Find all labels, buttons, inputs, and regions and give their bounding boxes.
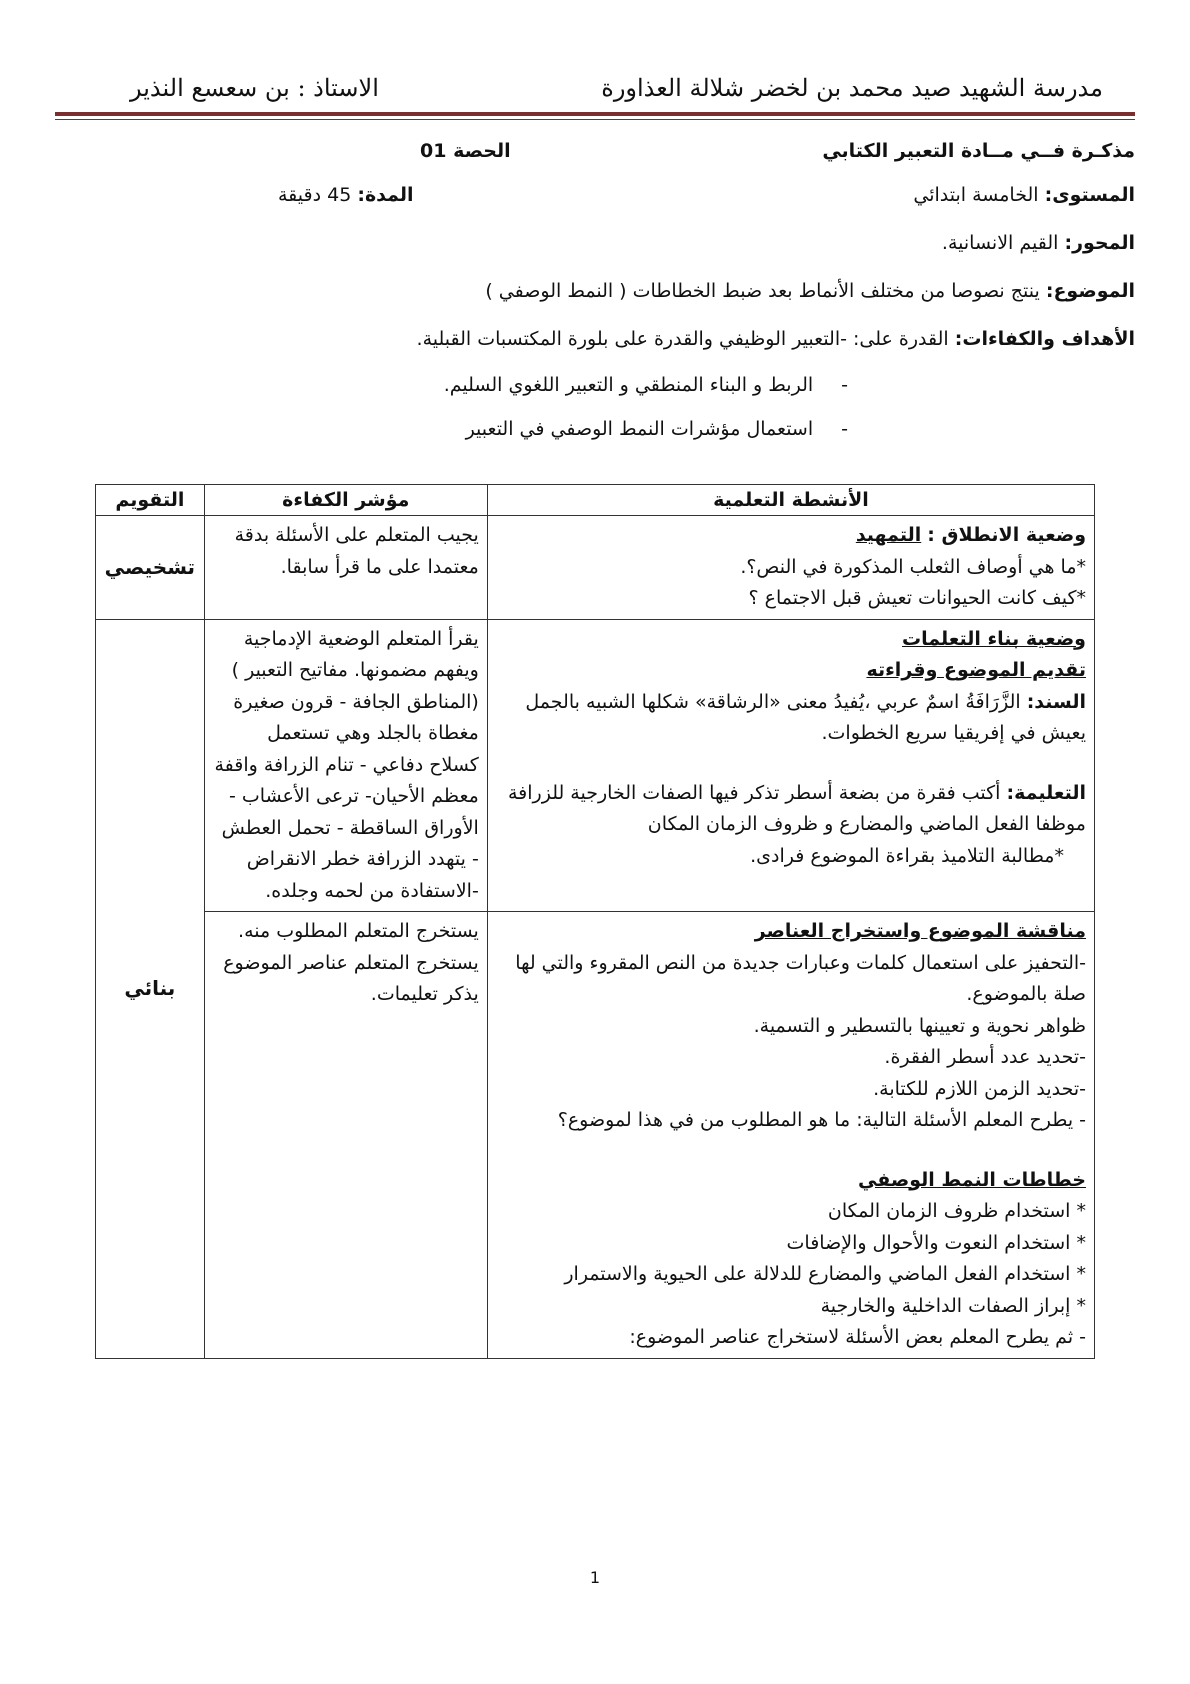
building-title: وضعية بناء التعلمات (902, 627, 1086, 650)
header-indicator: مؤشر الكفاءة (204, 485, 487, 516)
discussion-line-4: -تحديد الزمن اللازم للكتابة. (873, 1077, 1086, 1100)
level-value: الخامسة ابتدائي (913, 184, 1039, 206)
warmup-line-1: *ما هي أوصاف الثعلب المذكورة في النص؟. (740, 555, 1086, 578)
warmup-title-text: وضعية الانطلاق : (927, 524, 1086, 546)
scheme-item-2: * استخدام النعوت والأحوال والإضافات (786, 1231, 1086, 1254)
goals-label: الأهداف والكفاءات: (954, 328, 1135, 350)
discussion-line-2: ظواهر نحوية و تعيينها بالتسطير و التسمية. (753, 1014, 1086, 1037)
duration-label: المدة: (357, 184, 414, 206)
memo-title: مذكـرة فــي مــادة التعبير الكتابي (822, 140, 1135, 162)
goal-item-3 (466, 418, 848, 440)
header-rule-thin (55, 119, 1135, 120)
evaluation-constructive: بنائي (96, 619, 205, 1358)
level-line (913, 184, 1135, 206)
discussion-line-1: -التحفيز على استعمال كلمات وعبارات جديدة من النص المقروء والتي لها صلة بالموضوع. (515, 951, 1086, 1005)
axis-value: القيم الانسانية. (941, 232, 1059, 254)
header-evaluation: التقويم (96, 485, 205, 516)
school-name: مدرسة الشهيد صيد محمد بن لخضر شلالة العذاورة (601, 74, 1103, 102)
header-rule-thick (55, 112, 1135, 116)
discussion-title: مناقشة الموضوع واستخراج العناصر (754, 920, 1086, 942)
session-number: الحصة 01 (420, 140, 511, 162)
reading-line: *مطالبة التلاميذ بقراءة الموضوع فرادى. (750, 844, 1064, 867)
duration-value: 45 دقيقة (278, 184, 352, 206)
teacher-name: الاستاذ : بن سعسع النذير (130, 74, 379, 102)
duration-line (278, 184, 414, 206)
scheme-item-3: * استخدام الفعل الماضي والمضارع للدلالة على الحيوية والاستمرار (564, 1263, 1086, 1285)
warmup-line-2: *كيف كانت الحيوانات تعيش قبل الاجتماع ؟ (748, 587, 1086, 609)
table-header-row (96, 485, 1095, 516)
instruction-label: التعليمة: (1006, 781, 1086, 804)
goal-3-text: استعمال مؤشرات النمط الوصفي في التعبير (465, 418, 814, 440)
scheme-item-5: - ثم يطرح المعلم بعض الأسئلة لاستخراج عناصر الموضوع: (629, 1326, 1086, 1348)
page-number: 1 (589, 1568, 601, 1587)
table-row-discussion (96, 912, 1095, 1359)
goal-2-text: الربط و البناء المنطقي و التعبير اللغوي السليم. (443, 374, 814, 396)
sanad-paragraph (496, 687, 1086, 750)
bullet-dash: - (841, 418, 848, 440)
warmup-title (496, 520, 1086, 552)
spacer (496, 1137, 1086, 1165)
lesson-table (95, 484, 1095, 1359)
indicator-line-3: يذكر تعليمات. (370, 983, 479, 1005)
warmup-title-underlined: التمهيد (855, 524, 922, 546)
axis-label: المحور: (1064, 232, 1135, 254)
activities-cell (487, 912, 1094, 1359)
axis-line (942, 232, 1135, 254)
page-header (55, 70, 1135, 110)
evaluation-diagnostic: تشخيصي (96, 516, 205, 620)
scheme-item-1: * استخدام ظروف الزمان المكان (827, 1200, 1086, 1222)
building-subtitle: تقديم الموضوع وقراءته (866, 659, 1086, 681)
activities-cell (487, 516, 1094, 620)
activities-cell (487, 619, 1094, 912)
header-activities: الأنشطة التعلمية (487, 485, 1094, 516)
discussion-line-5: - يطرح المعلم الأسئلة التالية: ما هو المطلوب من في هذا لموضوع؟ (557, 1109, 1086, 1131)
indicator-cell: يقرأ المتعلم الوضعية الإدماجية ويفهم مضمونها. مفاتيح التعبير ) (المناطق الجافة - قرون صغيرة مغطاة بالجلد وهي تستعمل كسلاح دفاعي - تنام الزرافة واقفة معظم الأحيان- ترعى الأعشاب - الأوراق الساقطة - تحمل العطش - يتهدد الزرافة خطر الانقراض -الاستفادة من لحمه وجلده. (204, 619, 487, 912)
spacer (496, 750, 1086, 778)
scheme-item-4: * إبراز الصفات الداخلية والخارجية (820, 1294, 1086, 1317)
bullet-dash: - (841, 374, 848, 396)
indicator-line-2: يستخرج المتعلم عناصر الموضوع (223, 951, 479, 974)
indicator-cell: يجيب المتعلم على الأسئلة بدقة معتمدا على ما قرأ سابقا. (204, 516, 487, 620)
indicator-cell (204, 912, 487, 1359)
goals-value: القدرة على: -التعبير الوظيفي والقدرة على بلورة المكتسبات القبلية. (416, 328, 949, 350)
schemes-title: خطاطات النمط الوصفي (858, 1168, 1086, 1191)
table-row-warmup (96, 516, 1095, 620)
topic-line (485, 280, 1135, 302)
level-label: المستوى: (1044, 184, 1135, 206)
sanad-label: السند: (1026, 690, 1086, 713)
instruction-text: أكتب فقرة من بضعة أسطر تذكر فيها الصفات الخارجية للزرافة موظفا الفعل الماضي والمضارع و ظروف الزمان المكان (507, 781, 1086, 835)
topic-value: ينتج نصوصا من مختلف الأنماط بعد ضبط الخطاطات ( النمط الوصفي ) (485, 280, 1040, 302)
goals-line (417, 328, 1135, 350)
goal-item-2 (444, 374, 848, 396)
indicator-line-1: يستخرج المتعلم المطلوب منه. (238, 920, 479, 942)
topic-label: الموضوع: (1045, 280, 1135, 302)
table-row-building (96, 619, 1095, 912)
instruction-paragraph (496, 778, 1086, 841)
discussion-line-3: -تحديد عدد أسطر الفقرة. (884, 1046, 1086, 1068)
sanad-text: الزَّرَافَةُ اسمٌ عربي ،يُفيدُ معنى «الرشاقة» شكلها الشبيه بالجمل يعيش في إفريقيا سريع الخطوات. (525, 690, 1086, 744)
